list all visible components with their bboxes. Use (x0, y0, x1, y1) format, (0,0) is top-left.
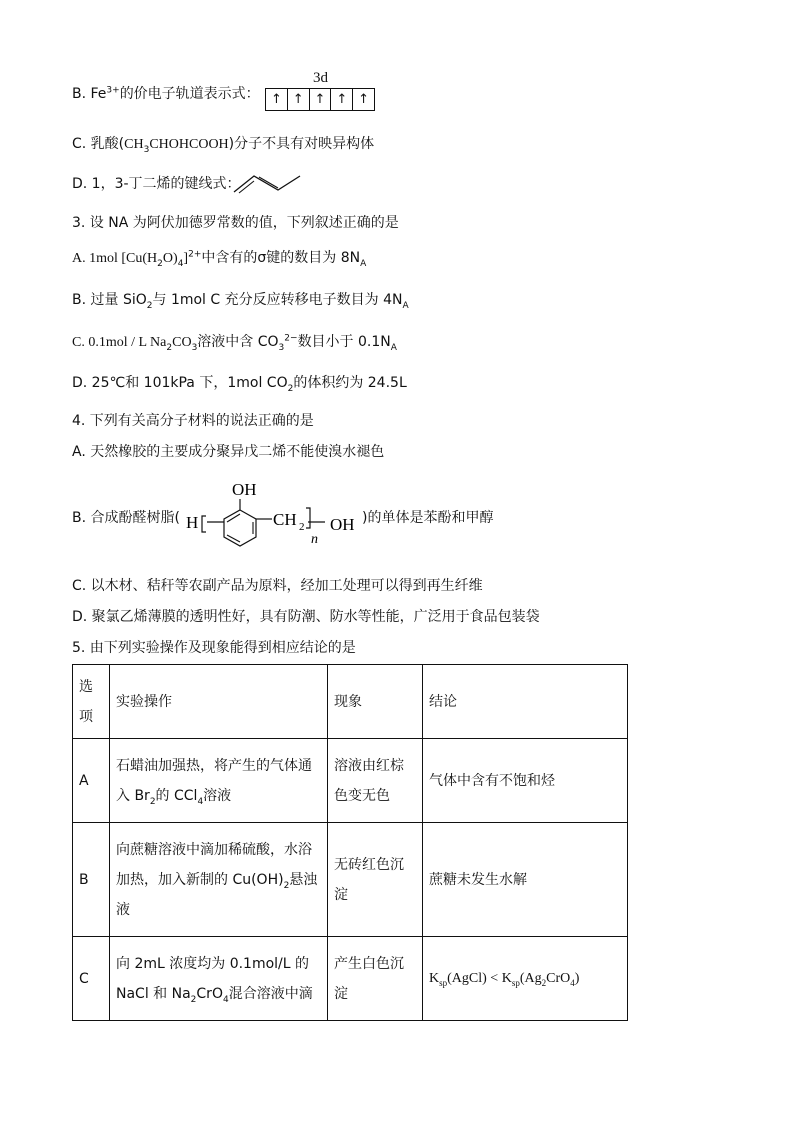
row-operation: 向蔗糖溶液中滴加稀硫酸，水浴加热，加入新制的 $Cu(OH)_2$悬浊液 (110, 823, 328, 937)
option-2d: D. 1，3-丁二烯的键线式： (72, 176, 241, 192)
table-row (73, 739, 628, 823)
orbital-cell: ↑ (288, 89, 310, 110)
question-5-stem: 5. 由下列实验操作及现象能得到相应结论的是 (72, 640, 356, 656)
table-row (73, 937, 628, 1021)
question-3-stem: 3. 设 NA 为阿伏加德罗常数的值，下列叙述正确的是 (72, 215, 399, 231)
option-3d: D. 25℃和 101kPa 下，1mol $CO_2$的体积约为 24.5L (72, 375, 407, 394)
option-4b-suffix: )的单体是苯酚和甲醇 (362, 510, 494, 526)
option-3a: A. 1mol $[Cu(H_2O)_4]^{2+}$中含有的σ键的数目为 $8N_A$ (72, 249, 367, 269)
row-conclusion: $K_{sp}(AgCl) < K_{sp}(Ag_2CrO_4)$ (423, 937, 628, 1021)
row-operation: 向 2mL 浓度均为 0.1mol/L 的 NaCl 和 $Na_2CrO_4$混合溶液中滴 (110, 937, 328, 1021)
struct-oh-end: OH (330, 515, 355, 534)
option-4d: D. 聚氯乙烯薄膜的透明性好，具有防潮、防水等性能，广泛用于食品包装袋 (72, 609, 540, 625)
struct-h: H (186, 513, 199, 532)
option-2c: C. 乳酸$(CH_3CHOHCOOH)$分子不具有对映异构体 (72, 136, 375, 155)
row-phenomenon: 产生白色沉淀 (328, 937, 423, 1021)
row-operation: 石蜡油加强热，将产生的气体通入 $Br_2$的 CCl$_4$溶液 (110, 739, 328, 823)
orbital-cell: ↑ (266, 89, 288, 110)
orbital-cell: ↑ (358, 92, 370, 107)
question-4-stem: 4. 下列有关高分子材料的说法正确的是 (72, 413, 314, 429)
option-4b-prefix: B. 合成酚醛树脂( (72, 510, 180, 526)
row-conclusion: 气体中含有不饱和烃 (423, 739, 628, 823)
option-4c: C. 以木材、秸秆等农副产品为原料，经加工处理可以得到再生纤维 (72, 578, 483, 594)
row-phenomenon: 溶液由红棕色变无色 (328, 739, 423, 823)
orbital-label: 3d (313, 70, 328, 86)
butadiene-structure (232, 170, 302, 196)
row-option: C (73, 937, 110, 1021)
struct-n: n (311, 532, 318, 547)
header-option: 选项 (73, 665, 110, 739)
row-option: B (73, 823, 110, 937)
header-conclusion: 结论 (423, 665, 628, 739)
option-2b: B. $Fe^{3+}$的价电子轨道表示式： (72, 85, 260, 102)
phenol-formaldehyde-structure (180, 478, 358, 560)
option-3b: B. 过量 SiO$_2$与 1mol C 充分反应转移电子数目为 $4N_A$ (72, 292, 409, 311)
struct-ch2: CH (273, 510, 297, 529)
option-3c: C. 0.1mol / L $Na_2CO_3$溶液中含 $CO_3^{2-}$数目小于 $0.1N_A$ (72, 333, 397, 353)
orbital-diagram (265, 88, 375, 111)
header-phenomenon: 现象 (328, 665, 423, 739)
row-phenomenon: 无砖红色沉淀 (328, 823, 423, 937)
table-row (73, 823, 628, 937)
orbital-cell: ↑ (310, 89, 332, 110)
orbital-cell: ↑ (331, 89, 353, 110)
table-header-row (73, 665, 628, 739)
struct-ch2-sub: 2 (299, 521, 305, 533)
row-option: A (73, 739, 110, 823)
header-operation: 实验操作 (110, 665, 328, 739)
option-4a: A. 天然橡胶的主要成分聚异戊二烯不能使溴水褪色 (72, 444, 385, 460)
struct-oh-top: OH (232, 480, 257, 499)
row-conclusion: 蔗糖未发生水解 (423, 823, 628, 937)
experiment-table (72, 664, 628, 1021)
